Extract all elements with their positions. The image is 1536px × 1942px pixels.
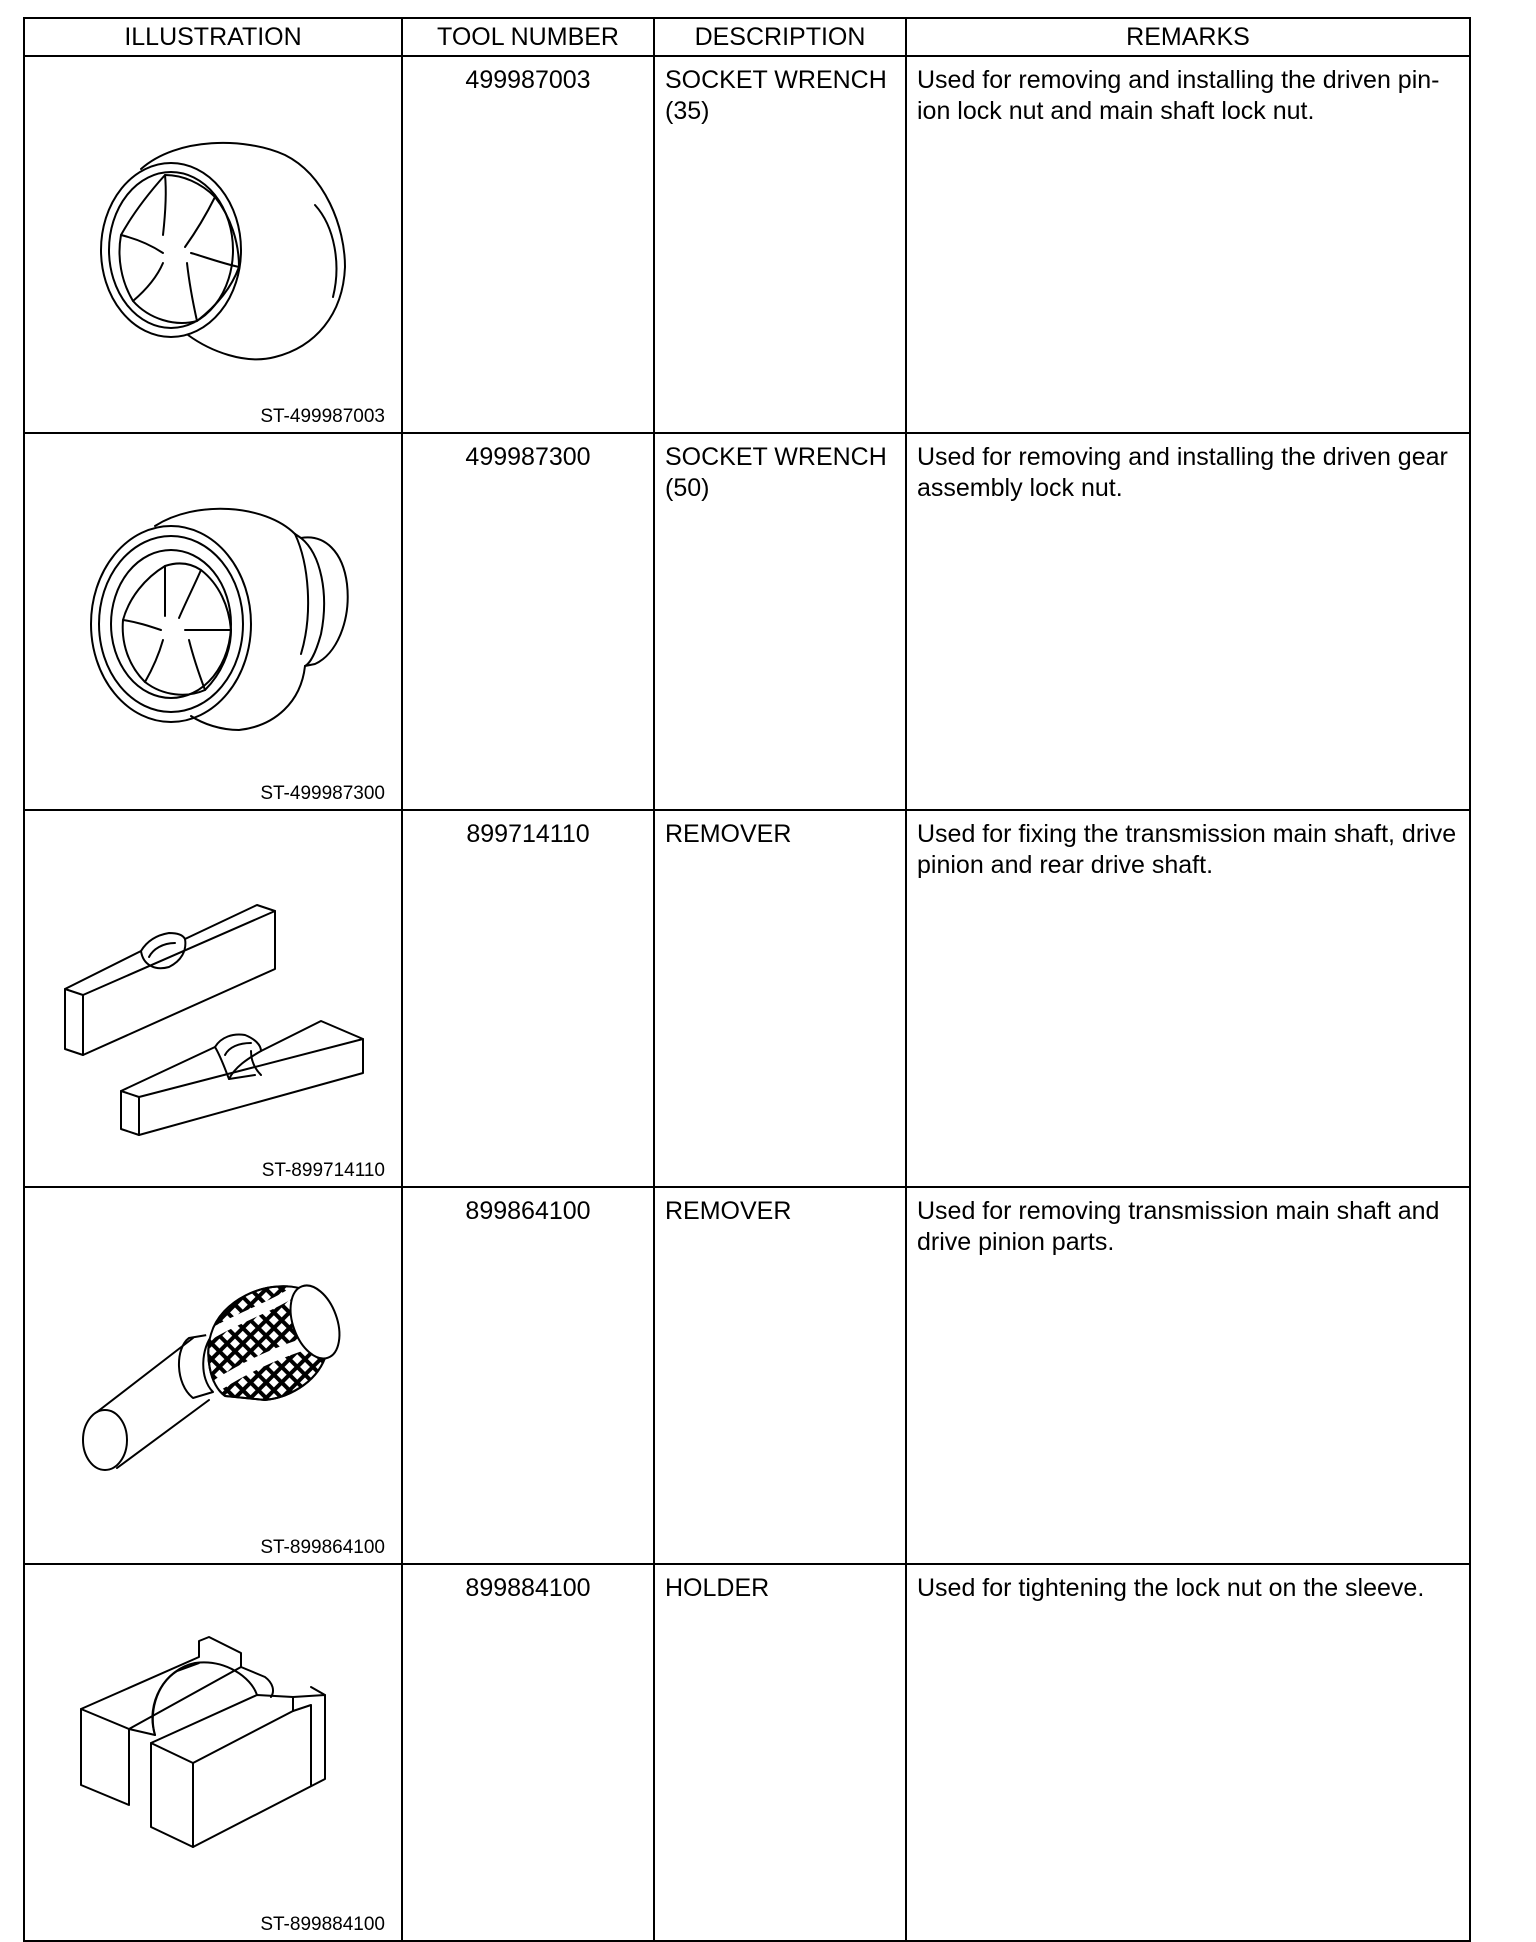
description: [654, 1564, 906, 1941]
illustration-label: ST-899714110: [261, 1160, 385, 1181]
description-line: (50): [665, 474, 710, 502]
illustration-cell: [24, 810, 402, 1187]
header-description: DESCRIPTION: [654, 18, 906, 56]
remarks-line: Used for fixing the transmission main shaft, drive: [917, 820, 1457, 848]
table-row: [24, 56, 1470, 433]
illustration-cell: [24, 433, 402, 810]
remover-knurled-pin-icon: [25, 1188, 401, 1555]
remarks-line: assembly lock nut.: [917, 474, 1123, 502]
remarks-line: Used for tightening the lock nut on the sleeve.: [917, 1574, 1425, 1602]
tool-number: 499987003: [402, 56, 654, 433]
illustration-label: ST-899884100: [260, 1914, 385, 1935]
illustration-cell: [24, 1564, 402, 1941]
table-row: [24, 810, 1470, 1187]
remarks: [906, 56, 1470, 433]
remarks-line: ion lock nut and main shaft lock nut.: [917, 97, 1315, 125]
description-line: REMOVER: [665, 1197, 792, 1225]
remarks: [906, 810, 1470, 1187]
description-line: SOCKET WRENCH: [665, 66, 887, 94]
remarks-line: Used for removing transmission main shaft and: [917, 1197, 1440, 1225]
tool-number: 899864100: [402, 1187, 654, 1564]
tool-number: 899884100: [402, 1564, 654, 1941]
illustration-label: ST-499987300: [260, 783, 385, 804]
illustration-label: ST-899864100: [260, 1537, 385, 1558]
illustration-label: ST-499987003: [260, 406, 385, 427]
holder-block-icon: [25, 1565, 401, 1932]
remarks: [906, 433, 1470, 810]
description-line: HOLDER: [665, 1574, 770, 1602]
table-row: [24, 1564, 1470, 1941]
description: [654, 56, 906, 433]
remarks-line: pinion and rear drive shaft.: [917, 851, 1214, 879]
remarks-line: Used for removing and installing the driven gear: [917, 443, 1448, 471]
illustration-cell: [24, 1187, 402, 1564]
remarks-line: drive pinion parts.: [917, 1228, 1115, 1256]
description-line: SOCKET WRENCH: [665, 443, 887, 471]
remarks: [906, 1187, 1470, 1564]
header-tool-number: TOOL NUMBER: [402, 18, 654, 56]
description-line: (35): [665, 97, 710, 125]
header-row: [24, 18, 1470, 56]
header-remarks: REMARKS: [906, 18, 1470, 56]
special-tools-table: [23, 17, 1471, 1942]
illustration-cell: [24, 56, 402, 433]
table-row: [24, 433, 1470, 810]
header-illustration: ILLUSTRATION: [24, 18, 402, 56]
tool-number: 499987300: [402, 433, 654, 810]
remarks: [906, 1564, 1470, 1941]
description-line: REMOVER: [665, 820, 792, 848]
table-row: [24, 1187, 1470, 1564]
description: [654, 1187, 906, 1564]
description: [654, 810, 906, 1187]
remarks-line: Used for removing and installing the driven pin-: [917, 66, 1440, 94]
description: [654, 433, 906, 810]
tool-number: 899714110: [402, 810, 654, 1187]
socket-wrench-35-icon: [25, 57, 401, 424]
remover-blocks-icon: [25, 811, 401, 1178]
socket-wrench-50-icon: [25, 434, 401, 801]
